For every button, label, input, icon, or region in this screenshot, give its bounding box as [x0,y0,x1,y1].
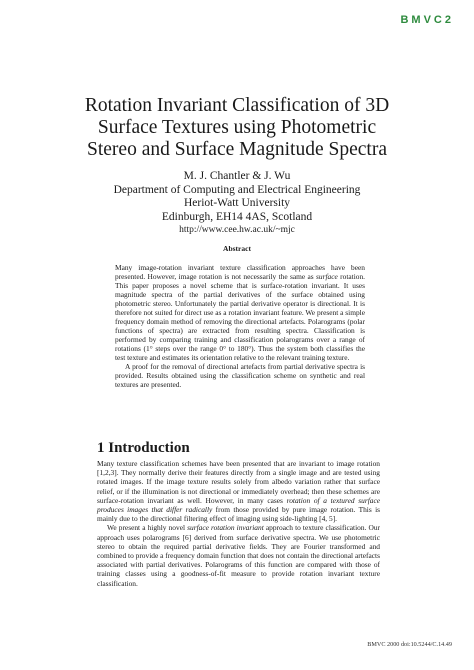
author-address: Edinburgh, EH14 4AS, Scotland [161,210,313,223]
author-block [0,170,474,238]
title-line-1: Rotation Invariant Classification of 3D [84,95,390,116]
abstract-paragraph-2: A proof for the removal of directional artefacts from partial derivative spectra is provided. Results obtained using the classification scheme on synthetic and real textures are presented. [115,362,365,389]
intro-p1-text-a: Many texture classification schemes have been presented that are invariant to image rotation [1,2,3]. They normally derive their features directly from a single image and are tested using rotated images. If the image texture results solely from albedo variation rather that surface relief, or if the illumination is not directional or immediately overhead; then these schemes are surface-rotation invariant as well. However, in many cases [97,459,380,505]
title-line-2: Surface Textures using Photometric [97,117,377,138]
abstract-p1-text-c: rotation. This paper proposes a novel scheme that is surface-rotation invariant. It uses magnitude spectra of the partial derivatives of the surface obtained using photometric stereo. Unfortunately the partial derivative operator is directional. It is therefore not suited for direct use as a rotation invariant feature. We present a simple frequency domain method of removing the directional artefacts. Polarograms (polar functions of spectra) are extracted from resulting spectra. Classification is performed by comparing training and classification polarograms over a range of rotations (1° steps over the range 0° to 180°). Thus the system both classifies the test texture and estimates its orientation relative to the relevant training texture. [115,272,365,362]
paper-title [0,95,474,161]
abstract-p1-text-a: Many image-rotation invariant texture classification approaches have been presented. However, image rotation is not necessarily the same as [115,263,365,281]
intro-paragraph-1 [97,459,380,523]
introduction-body [97,459,380,588]
doi-footer: BMVC 2000 doi:10.5244/C.14.49 [367,641,452,648]
intro-p2-text-c: approach to texture classification. Our approach uses polarograms [6] derived from surface derivative spectra. We use photometric stereo to obtain the required partial derivative fields. They are Fourier transformed and combined to provide a frequency domain function that does not contain the directional artefacts associated with partial derivatives. Polarograms of this function are compared with those of training classes using a goodness-of-fit measure to provide rotation invariant texture classification. [97,523,380,588]
author-names: M. J. Chantler & J. Wu [183,170,291,182]
section-heading-introduction: 1 Introduction [97,440,190,456]
intro-p2-text-a: We present a highly novel [107,523,188,533]
abstract-heading: Abstract [223,244,251,253]
author-university: Heriot-Watt University [183,197,291,209]
author-url[interactable]: http://www.cee.hw.ac.uk/~mjc [179,225,295,235]
intro-p1-text-c: from those provided by pure image rotation. This is mainly due to the directional filtering effect of imaging using side-lighting [4, 5]. [97,505,381,524]
bmvc-logo: BMVC2 [400,14,454,26]
abstract-body [115,263,365,389]
intro-paragraph-2 [97,523,380,587]
intro-p1-emphasis: rotation of a textured surface produces images that differ radically [97,495,381,515]
abstract-p1-emphasis: surface [316,272,338,281]
abstract-paragraph-1 [115,263,365,362]
intro-p2-emphasis: surface rotation invariant [187,523,264,533]
title-line-3: Stereo and Surface Magnitude Spectra [87,139,387,160]
author-department: Department of Computing and Electrical Engineering [113,183,361,196]
